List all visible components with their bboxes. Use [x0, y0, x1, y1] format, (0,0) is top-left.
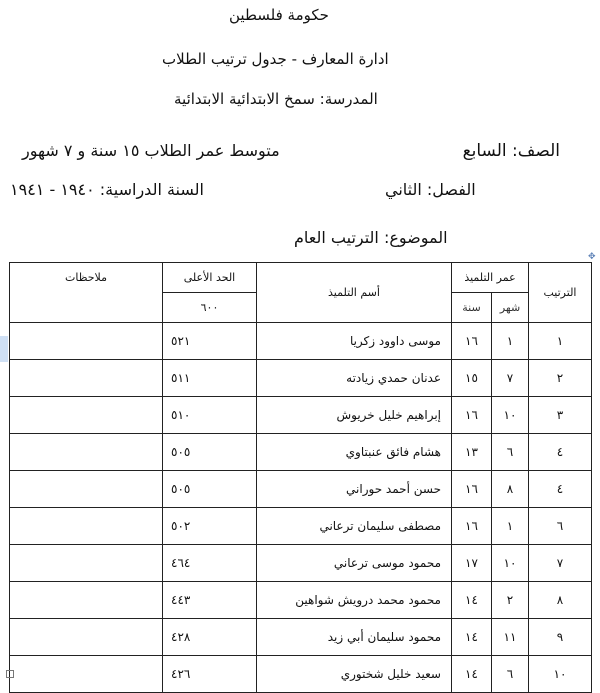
- government-title: حكومة فلسطين: [229, 6, 329, 24]
- name-cell: محمود سليمان أبي زيد: [257, 619, 452, 656]
- table-row: [10, 397, 592, 434]
- notes-cell: [10, 656, 163, 693]
- notes-cell: [10, 582, 163, 619]
- year-cell: ١٦: [452, 397, 492, 434]
- rank-cell: ١٠: [529, 656, 592, 693]
- header-max-value: ٦٠٠: [163, 293, 257, 323]
- year-cell: ١٦: [452, 323, 492, 360]
- table-row: [10, 619, 592, 656]
- grade-cell: ٤٢٨: [163, 619, 257, 656]
- name-cell: محمود محمد درويش شواهين: [257, 582, 452, 619]
- table-row: [10, 582, 592, 619]
- table-resize-handle-icon[interactable]: [6, 670, 14, 678]
- table-row: [10, 323, 592, 360]
- selection-marker: [0, 336, 8, 362]
- grade-cell: ٥٠٢: [163, 508, 257, 545]
- rank-cell: ٧: [529, 545, 592, 582]
- month-cell: ١٠: [492, 397, 529, 434]
- table-row: [10, 545, 592, 582]
- year-cell: ١٤: [452, 656, 492, 693]
- month-cell: ١: [492, 508, 529, 545]
- notes-cell: [10, 434, 163, 471]
- rank-cell: ٢: [529, 360, 592, 397]
- header-name: أسم التلميذ: [257, 263, 452, 323]
- header-age: عمر التلميذ: [452, 263, 529, 293]
- month-cell: ١١: [492, 619, 529, 656]
- rank-cell: ٦: [529, 508, 592, 545]
- notes-cell: [10, 508, 163, 545]
- header-year: سنة: [452, 293, 492, 323]
- name-cell: محمود موسى ترعاني: [257, 545, 452, 582]
- header-month: شهر: [492, 293, 529, 323]
- grade-cell: ٥١٠: [163, 397, 257, 434]
- header-rank: الترتيب: [529, 263, 592, 323]
- rank-cell: ١: [529, 323, 592, 360]
- name-cell: مصطفى سليمان ترعاني: [257, 508, 452, 545]
- month-cell: ٧: [492, 360, 529, 397]
- grade-cell: ٥٢١: [163, 323, 257, 360]
- grade-cell: ٤٦٤: [163, 545, 257, 582]
- year-cell: ١٧: [452, 545, 492, 582]
- class-line: الصف: السابع: [462, 141, 560, 161]
- rank-cell: ٤: [529, 471, 592, 508]
- rank-cell: ٣: [529, 397, 592, 434]
- grade-cell: ٥١١: [163, 360, 257, 397]
- month-cell: ٨: [492, 471, 529, 508]
- table-row: [10, 656, 592, 693]
- grade-cell: ٤٢٦: [163, 656, 257, 693]
- name-cell: إبراهيم خليل خريوش: [257, 397, 452, 434]
- name-cell: هشام فائق عنبتاوي: [257, 434, 452, 471]
- name-cell: حسن أحمد حوراني: [257, 471, 452, 508]
- grade-cell: ٥٠٥: [163, 471, 257, 508]
- month-cell: ٦: [492, 656, 529, 693]
- rank-cell: ٨: [529, 582, 592, 619]
- table-move-handle-icon[interactable]: ✥: [588, 252, 596, 262]
- grade-cell: ٤٤٣: [163, 582, 257, 619]
- subject-line: الموضوع: الترتيب العام: [294, 228, 448, 247]
- rank-cell: ٤: [529, 434, 592, 471]
- table-row: [10, 508, 592, 545]
- rank-cell: ٩: [529, 619, 592, 656]
- header-max: الحد الأعلى: [163, 263, 257, 293]
- school-line: المدرسة: سمخ الابتدائية الابتدائية: [174, 90, 378, 108]
- notes-cell: [10, 619, 163, 656]
- document-header: [0, 0, 600, 262]
- school-year-line: السنة الدراسية: ١٩٤٠ - ١٩٤١: [10, 180, 204, 199]
- grade-cell: ٥٠٥: [163, 434, 257, 471]
- year-cell: ١٤: [452, 582, 492, 619]
- notes-cell: [10, 323, 163, 360]
- month-cell: ٢: [492, 582, 529, 619]
- name-cell: موسى داوود زكريا: [257, 323, 452, 360]
- semester-line: الفصل: الثاني: [385, 180, 476, 199]
- table-row: [10, 434, 592, 471]
- notes-cell: [10, 471, 163, 508]
- month-cell: ١٠: [492, 545, 529, 582]
- notes-cell: [10, 360, 163, 397]
- table-row: [10, 471, 592, 508]
- year-cell: ١٦: [452, 508, 492, 545]
- average-age-line: متوسط عمر الطلاب ١٥ سنة و ٧ شهور: [22, 141, 280, 160]
- year-cell: ١٣: [452, 434, 492, 471]
- notes-cell: [10, 397, 163, 434]
- year-cell: ١٤: [452, 619, 492, 656]
- year-cell: ١٦: [452, 471, 492, 508]
- year-cell: ١٥: [452, 360, 492, 397]
- name-cell: سعيد خليل شختوري: [257, 656, 452, 693]
- ranking-table: [9, 262, 592, 693]
- header-notes: ملاحظات: [10, 263, 163, 323]
- table-row: [10, 360, 592, 397]
- notes-cell: [10, 545, 163, 582]
- month-cell: ١: [492, 323, 529, 360]
- name-cell: عدنان حمدي زيادته: [257, 360, 452, 397]
- month-cell: ٦: [492, 434, 529, 471]
- administration-title: ادارة المعارف - جدول ترتيب الطلاب: [162, 50, 389, 68]
